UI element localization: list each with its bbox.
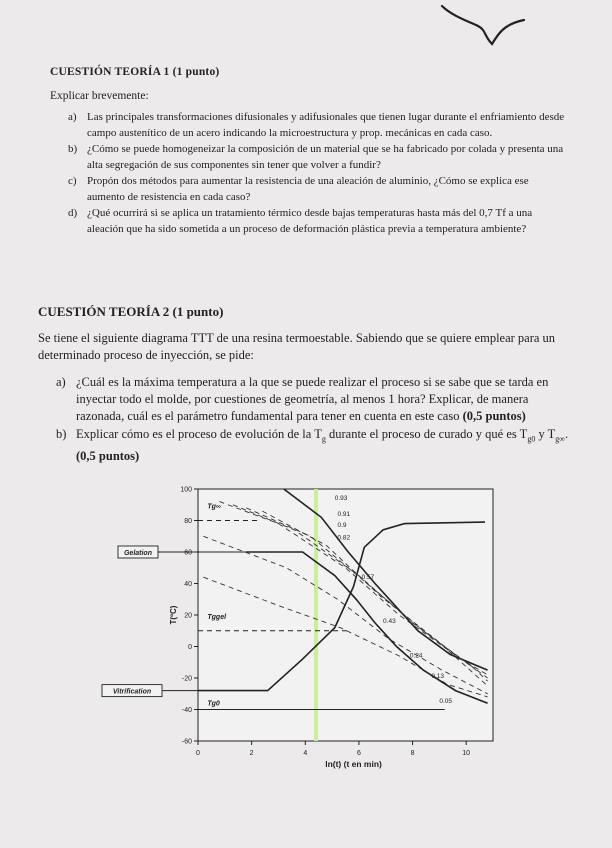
q2-intro: Se tiene el siguiente diagrama TTT de una resina termoestable. Sabiendo que se quiere emplear para un determinado proceso de inyección, se pide: [38, 331, 556, 362]
iso-label-0: 0.93 [334, 495, 348, 503]
gelation-label: Gelation [123, 550, 153, 557]
x-tick-label-3: 6 [356, 750, 361, 757]
iso-label-8: 0.05 [439, 698, 453, 706]
q1-item-a-text: Las principales transformaciones difusionales y adifusionales que tienen lugar durante el enfriamiento desde campo austenítico de un acero indicando la microestructura y prop. mecánicas en cada caso. [87, 111, 565, 139]
q2-title: CUESTIÓN TEORÍA 2 (1 punto) [38, 304, 224, 319]
iso-label-4: 0.57 [361, 573, 375, 581]
q2-item-b-body [76, 426, 576, 465]
q1-intro: Explicar brevemente: [50, 90, 149, 102]
q1-item-c-text: Propón dos métodos para aumentar la resistencia de una aleación de aluminio, ¿Cómo se explica ese aumento de resistencia en cada caso? [87, 175, 529, 203]
y-tick-label-6: -20 [181, 675, 192, 683]
y-tick-label-8: -60 [181, 738, 192, 746]
q2-item-b-sub-g0: g0 [527, 434, 536, 444]
handwritten-scribble [430, 0, 540, 55]
q2-item-b [56, 426, 576, 465]
iso-label-7: 0.13 [431, 673, 444, 680]
q2-item-b-text-2: durante el proceso de curado y qué es T [325, 427, 528, 441]
q2-item-b-text-4: . [564, 427, 569, 441]
q1-item-a-label: a) [68, 111, 77, 123]
q1-item-a [68, 110, 568, 141]
q1-item-b-text: ¿Cómo se puede homogeneizar la composición de un material que se ha fabricado por colada y presenta una alta segregación de sus componentes sin tener que volver a fundir? [87, 143, 564, 171]
y-tick-label-5: 0 [188, 644, 192, 651]
y-tick-label-3: 40 [184, 581, 192, 588]
x-tick-label-2: 4 [303, 750, 308, 757]
x-axis-title: ln(t) (t en min) [325, 759, 382, 769]
q2-list [56, 374, 576, 466]
x-tick-label-0: 0 [196, 750, 200, 757]
q1-title: CUESTIÓN TEORÍA 1 (1 punto) [50, 66, 220, 78]
tg0-label: Tg0 [207, 700, 220, 708]
q2-item-b-text-3: y T [535, 427, 556, 441]
q2-item-a [56, 374, 576, 425]
iso-label-2: 0.9 [337, 521, 347, 529]
iso-label-5: 0.43 [383, 617, 396, 625]
q2-item-b-points: (0,5 puntos) [76, 448, 140, 463]
y-axis-title: T(ºC) [169, 605, 178, 625]
y-tick-label-7: -40 [181, 707, 192, 714]
q2-item-a-label: a) [56, 375, 66, 389]
iso-label-3: 0.82 [337, 534, 351, 542]
vitrification-label: Vitrification [112, 688, 152, 696]
q2-item-a-body [76, 374, 576, 425]
y-tick-label-4: 20 [184, 612, 192, 620]
q1-item-b [68, 142, 568, 173]
q2-item-b-sub-ginf: g∞ [555, 434, 565, 444]
q2-item-b-sub-g: g [321, 434, 326, 444]
iso-label-6: 0.24 [409, 652, 423, 660]
x-tick-label-1: 2 [249, 750, 254, 757]
x-tick-label-4: 8 [410, 750, 415, 757]
q1-item-b-label: b) [68, 143, 78, 155]
q2-item-b-label: b) [56, 427, 67, 441]
tg-inf-label: Tg∞ [207, 503, 221, 511]
q1-item-d-text: ¿Qué ocurrirá si se aplica un tratamiento térmico desde bajas temperaturas hasta más del 0,7 Tf a una aleación que ha sido sometida a un proceso de deformación plástica previa a temperatura ambiente? [87, 207, 533, 235]
y-tick-label-2: 60 [184, 549, 192, 557]
q1-item-d-label: d) [68, 207, 78, 219]
q1-item-c-label: c) [68, 175, 77, 187]
q1-item-c [68, 174, 568, 205]
x-tick-label-5: 10 [462, 750, 471, 757]
q2-item-a-text: ¿Cuál es la máxima temperatura a la que se puede realizar el proceso si se sabe que se tarda en inyectar todo el molde, por cuestiones de geometría, al menos 1 hora? Explicar, de manera razonada, cuál es el parámetro fundamental para tener en cuenta en este caso [76, 375, 549, 423]
ttt-diagram [95, 478, 515, 778]
tg-gel-label: Tggel [207, 613, 227, 621]
y-tick-label-0: 100 [180, 486, 192, 494]
q2-item-a-points: (0,5 puntos) [462, 409, 526, 423]
iso-label-1: 0.91 [337, 510, 351, 518]
y-tick-label-1: 80 [184, 518, 192, 525]
q1-item-d [68, 206, 568, 237]
q1-list [68, 110, 568, 238]
q2-item-b-text-1: Explicar cómo es el proceso de evolución de la T [76, 427, 322, 441]
